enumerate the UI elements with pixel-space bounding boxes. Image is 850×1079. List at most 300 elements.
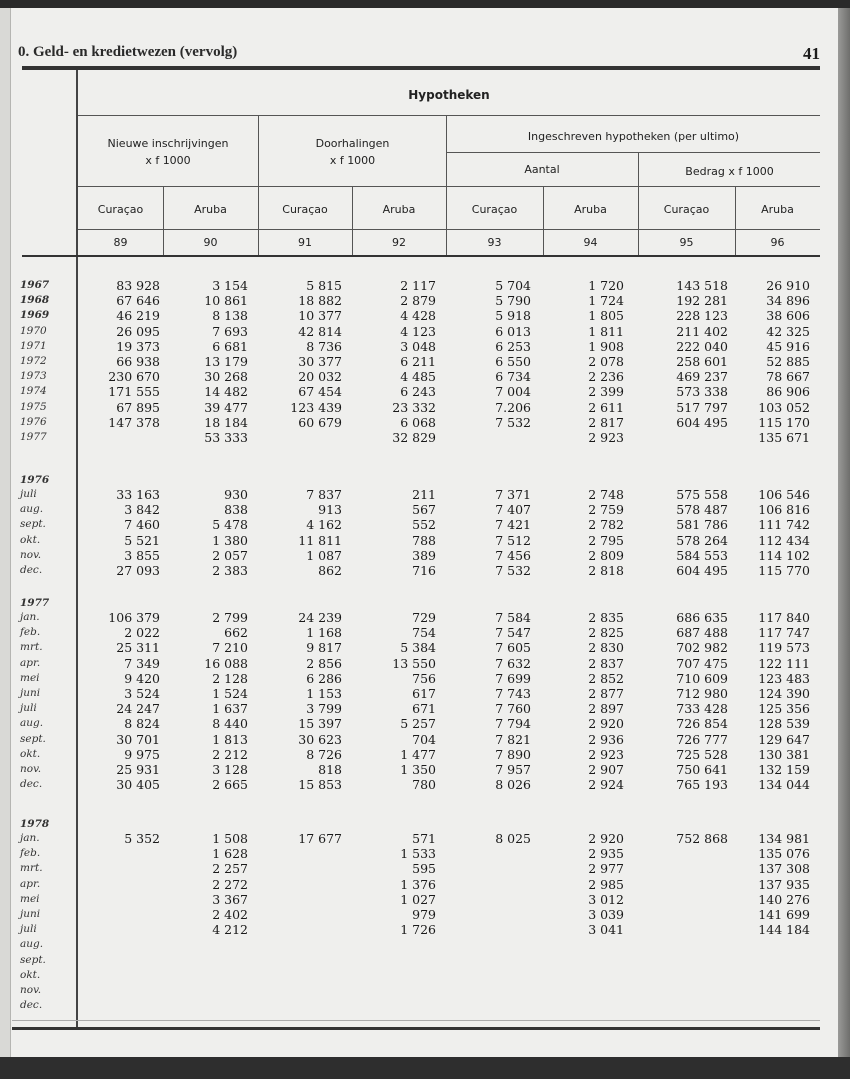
column-number-5: 93: [487, 236, 502, 249]
table-cell: 2 272: [212, 876, 248, 892]
table-cell: 6 253: [495, 338, 531, 354]
table-cell: 7 821: [495, 731, 531, 747]
table-cell: 17 677: [298, 831, 342, 846]
row-label: 1972: [20, 355, 47, 367]
table-cell: 106 816: [758, 502, 810, 518]
table-cell: 20 032: [298, 369, 342, 385]
row-label: mei: [20, 671, 40, 684]
table-cell: 42 814: [298, 323, 342, 339]
row-label: juli: [20, 923, 37, 936]
table-cell: 83 928: [116, 278, 160, 293]
table-cell: 7 699: [495, 670, 531, 686]
table-cell: 3 842: [124, 502, 160, 518]
table-cell: 11 811: [298, 532, 342, 548]
table-cell: 1 813: [212, 731, 248, 747]
table-cell: 1 811: [588, 323, 624, 339]
table-cell: 1 628: [212, 846, 248, 862]
table-cell: 129 647: [758, 731, 810, 747]
table-cell: 18 184: [204, 414, 248, 430]
table-cell: 729: [412, 610, 436, 625]
table-cell: 67 895: [116, 399, 160, 415]
table-cell: 7 371: [495, 487, 531, 502]
table-cell: 707 475: [676, 655, 728, 671]
table-cell: 6 243: [400, 384, 436, 400]
table-cell: 2 985: [588, 876, 624, 892]
table-cell: 52 885: [766, 354, 810, 369]
header-bottom-rule: [22, 255, 820, 257]
table-cell: 3 012: [588, 891, 624, 907]
column-header-6: Aruba: [574, 203, 607, 216]
table-cell: 2 817: [588, 414, 624, 430]
table-cell: 141 699: [758, 907, 810, 922]
table-cell: 3 041: [588, 922, 624, 938]
row-label: okt.: [20, 968, 41, 981]
table-cell: 5 815: [306, 278, 342, 293]
table-cell: 67 646: [116, 293, 160, 309]
table-cell: 3 799: [306, 701, 342, 717]
table-cell: 581 786: [676, 517, 728, 533]
table-cell: 6 286: [306, 670, 342, 686]
table-cell: 578 264: [676, 532, 728, 548]
table-cell: 7 605: [495, 640, 531, 656]
row-label: okt.: [20, 747, 41, 760]
column-header-3: Curaçao: [282, 203, 328, 216]
table-cell: 192 281: [676, 293, 728, 309]
row-label: nov.: [20, 548, 42, 561]
row-label: juni: [20, 908, 41, 920]
table-cell: 42 325: [766, 323, 810, 339]
table-cell: 103 052: [758, 399, 810, 415]
table-cell: 2 924: [588, 777, 624, 793]
table-cell: 60 679: [298, 414, 342, 430]
header-nieuwe-unit: x f 1000: [145, 154, 191, 167]
table-cell: 1 168: [306, 625, 342, 641]
table-cell: 595: [412, 861, 436, 877]
table-cell: 117 840: [758, 610, 810, 625]
row-label: apr.: [20, 656, 41, 669]
table-cell: 2 022: [124, 625, 160, 641]
table-cell: 7 210: [212, 640, 248, 656]
table-cell: 2 117: [400, 278, 436, 293]
table-cell: 726 854: [676, 716, 728, 732]
table-cell: 862: [318, 563, 342, 578]
table-cell: 4 428: [400, 308, 436, 324]
row-label: juli: [20, 488, 37, 500]
table-cell: 7 743: [495, 686, 531, 701]
table-cell: 8 025: [495, 831, 531, 846]
table-cell: 726 777: [676, 731, 728, 747]
table-cell: 4 485: [400, 369, 436, 385]
table-cell: 2 799: [212, 610, 248, 625]
table-cell: 5 257: [400, 716, 436, 732]
table-cell: 15 397: [298, 716, 342, 732]
table-cell: 33 163: [116, 487, 160, 502]
column-number-4: 92: [392, 236, 406, 249]
header-rule-3: [78, 229, 820, 230]
column-divider-6: [638, 187, 639, 255]
table-cell: 1 724: [588, 293, 624, 309]
column-header-5: Curaçao: [471, 203, 518, 216]
header-rule-2: [78, 186, 820, 187]
table-cell: 756: [412, 670, 436, 686]
table-cell: 584 553: [676, 547, 728, 563]
table-cell: 573 338: [676, 384, 728, 400]
table-cell: 3 128: [212, 762, 248, 777]
table-cell: 9 420: [124, 670, 160, 686]
table-cell: 19 373: [116, 338, 160, 354]
table-cell: 712 980: [676, 686, 728, 701]
table-cell: 128 539: [758, 716, 810, 732]
table-cell: 1 380: [212, 532, 248, 548]
header-doorhalingen-unit: x f 1000: [329, 154, 376, 167]
table-cell: 114 102: [758, 547, 810, 563]
table-cell: 1 350: [400, 762, 436, 777]
table-cell: 3 154: [212, 278, 248, 293]
row-label: 1976: [20, 415, 47, 428]
table-bottom-thin-rule: [12, 1020, 820, 1021]
table-cell: 78 667: [766, 369, 810, 385]
column-header-7: Curaçao: [663, 203, 710, 216]
table-cell: 1 908: [588, 338, 624, 354]
row-label: 1971: [20, 339, 47, 352]
row-label: nov.: [20, 984, 42, 996]
table-cell: 147 378: [108, 414, 160, 430]
table-cell: 140 276: [758, 891, 810, 907]
table-cell: 130 381: [758, 746, 810, 762]
table-cell: 2 236: [588, 369, 624, 385]
header-aantal: Aantal: [524, 163, 560, 176]
table-cell: 6 013: [495, 323, 531, 339]
table-cell: 135 076: [758, 846, 810, 862]
table-cell: 111 742: [758, 517, 810, 533]
table-cell: 838: [224, 502, 248, 518]
table-cell: 671: [412, 701, 436, 717]
column-header-4: Aruba: [382, 203, 416, 216]
row-label: mei: [20, 892, 40, 905]
table-cell: 3 524: [124, 686, 160, 701]
table-cell: 211 402: [676, 323, 728, 339]
table-cell: 67 454: [298, 384, 342, 400]
row-label: 1970: [20, 324, 47, 337]
header-ingeschreven: Ingeschreven hypotheken (per ultimo): [527, 130, 740, 143]
header-hypotheken: Hypotheken: [408, 88, 490, 102]
table-cell: 7 693: [212, 323, 248, 339]
row-label: 1968: [20, 294, 50, 307]
row-label: sept.: [20, 953, 46, 966]
page-binding-edge: [838, 8, 850, 1058]
table-cell: 171 555: [108, 384, 160, 400]
row-label: jan.: [20, 611, 40, 623]
table-cell: 1 376: [400, 876, 436, 892]
table-cell: 710 609: [676, 670, 728, 686]
table-cell: 7 794: [495, 716, 531, 732]
table-cell: 25 311: [116, 640, 160, 656]
table-cell: 106 379: [108, 610, 160, 625]
table-cell: 2 402: [212, 907, 248, 922]
table-cell: 7 532: [495, 563, 531, 578]
table-cell: 45 916: [766, 338, 810, 354]
table-cell: 2 923: [588, 746, 624, 762]
table-cell: 913: [318, 502, 342, 518]
table-cell: 2 856: [306, 655, 342, 671]
table-cell: 222 040: [676, 338, 728, 354]
column-number-3: 91: [298, 236, 312, 249]
page-title: 0. Geld- en kredietwezen (vervolg): [18, 44, 238, 60]
column-divider-4: [446, 187, 447, 255]
column-divider-3: [352, 187, 353, 255]
table-cell: 1 508: [212, 831, 248, 846]
table-cell: 4 123: [400, 323, 436, 339]
header-rule-1: [78, 115, 820, 116]
table-cell: 5 704: [495, 278, 531, 293]
table-cell: 2 907: [588, 762, 624, 777]
row-label: aug.: [20, 503, 44, 516]
row-label: 1975: [20, 400, 47, 413]
row-label: aug.: [20, 717, 44, 730]
row-label: 1977: [20, 431, 47, 443]
table-cell: 2 078: [588, 354, 624, 369]
table-cell: 754: [412, 625, 436, 641]
table-cell: 2 825: [588, 625, 624, 641]
table-cell: 132 159: [758, 762, 810, 777]
table-cell: 7 460: [124, 517, 160, 533]
table-cell: 137 308: [758, 861, 810, 877]
table-cell: 2 818: [588, 563, 624, 578]
table-cell: 228 123: [676, 308, 728, 324]
table-cell: 6 734: [495, 369, 531, 385]
row-label: sept.: [20, 732, 46, 745]
header-nieuwe-inschrijvingen: [78, 135, 258, 169]
row-label: dec.: [20, 999, 43, 1012]
table-cell: 752 868: [676, 831, 728, 846]
row-label: okt.: [20, 533, 41, 546]
table-cell: 13 550: [392, 655, 436, 671]
row-label: aug.: [20, 938, 44, 951]
row-label: nov.: [20, 763, 42, 775]
table-cell: 2 837: [588, 655, 624, 671]
table-cell: 788: [412, 532, 436, 548]
table-cell: 578 487: [676, 502, 728, 518]
table-cell: 125 356: [758, 701, 810, 717]
table-cell: 617: [412, 686, 436, 701]
table-cell: 571: [412, 831, 436, 846]
table-cell: 7 421: [495, 517, 531, 533]
table-cell: 13 179: [204, 354, 248, 369]
table-cell: 3 039: [588, 907, 624, 922]
table-cell: 34 896: [766, 293, 810, 309]
table-cell: 2 399: [588, 384, 624, 400]
row-label: 1973: [20, 370, 47, 383]
row-label: 1974: [20, 385, 47, 398]
section-year-label: 1978: [20, 818, 50, 830]
table-cell: 5 918: [495, 308, 531, 324]
table-cell: 46 219: [116, 308, 160, 324]
table-cell: 134 044: [758, 777, 810, 793]
table-cell: 7 349: [124, 655, 160, 671]
row-label: apr.: [20, 877, 41, 890]
table-cell: 30 268: [204, 369, 248, 385]
table-cell: 106 546: [758, 487, 810, 502]
table-cell: 389: [412, 547, 436, 563]
table-cell: 32 829: [392, 430, 436, 445]
row-label: jan.: [20, 832, 40, 844]
table-cell: 2 852: [588, 670, 624, 686]
table-cell: 8 726: [306, 746, 342, 762]
table-cell: 123 483: [758, 670, 810, 686]
table-cell: 4 212: [212, 922, 248, 938]
table-cell: 230 670: [108, 369, 160, 385]
column-divider-2: [258, 187, 259, 255]
table-cell: 10 377: [298, 308, 342, 324]
table-cell: 122 111: [758, 655, 810, 671]
table-cell: 7 890: [495, 746, 531, 762]
table-cell: 7 532: [495, 414, 531, 430]
table-cell: 25 931: [116, 762, 160, 777]
row-label: juli: [20, 702, 37, 715]
column-number-1: 89: [113, 236, 128, 249]
table-cell: 2 665: [212, 777, 248, 793]
table-cell: 27 093: [116, 563, 160, 578]
table-cell: 24 247: [116, 701, 160, 717]
row-label: 1969: [20, 309, 50, 322]
table-cell: 8 026: [495, 777, 531, 793]
table-cell: 30 377: [298, 354, 342, 369]
row-label: juni: [20, 687, 41, 699]
table-cell: 2 920: [588, 831, 624, 846]
column-divider-7: [735, 187, 736, 255]
table-cell: 30 623: [298, 731, 342, 747]
table-cell: 135 671: [758, 430, 810, 445]
table-cell: 2 611: [588, 399, 624, 415]
table-cell: 8 138: [212, 308, 248, 324]
table-cell: 2 128: [212, 670, 248, 686]
table-cell: 9 975: [124, 746, 160, 762]
table-cell: 24 239: [298, 610, 342, 625]
table-cell: 2 923: [588, 430, 624, 445]
table-cell: 1 533: [400, 846, 436, 862]
table-cell: 2 835: [588, 610, 624, 625]
table-cell: 115 770: [758, 563, 810, 578]
header-bedrag: Bedrag x f 1000: [685, 165, 774, 178]
table-cell: 7 456: [495, 547, 531, 563]
header-doorhalingen: [259, 135, 446, 169]
table-cell: 7 407: [495, 502, 531, 518]
table-cell: 1 637: [212, 701, 248, 717]
column-number-2: 90: [203, 236, 218, 249]
table-cell: 2 759: [588, 502, 624, 518]
table-cell: 5 384: [400, 640, 436, 656]
table-cell: 7 512: [495, 532, 531, 548]
table-cell: 2 936: [588, 731, 624, 747]
table-cell: 1 153: [306, 686, 342, 701]
column-number-6: 94: [583, 236, 598, 249]
table-cell: 8 824: [124, 716, 160, 732]
table-cell: 117 747: [758, 625, 810, 641]
table-cell: 6 550: [495, 354, 531, 369]
table-cell: 123 439: [290, 399, 342, 415]
column-divider-1: [163, 187, 164, 255]
table-cell: 144 184: [758, 922, 810, 938]
table-cell: 3 048: [400, 338, 436, 354]
table-cell: 30 405: [116, 777, 160, 793]
table-cell: 258 601: [676, 354, 728, 369]
table-cell: 6 211: [400, 354, 436, 369]
table-cell: 7.206: [495, 399, 531, 415]
table-cell: 18 882: [298, 293, 342, 309]
table-cell: 750 641: [676, 762, 728, 777]
table-cell: 1 805: [588, 308, 624, 324]
table-cell: 5 521: [124, 532, 160, 548]
table-cell: 7 547: [495, 625, 531, 641]
table-cell: 702 982: [676, 640, 728, 656]
table-cell: 765 193: [676, 777, 728, 793]
table-cell: 3 855: [124, 547, 160, 563]
table-cell: 16 088: [204, 655, 248, 671]
table-cell: 8 736: [306, 338, 342, 354]
table-cell: 137 935: [758, 876, 810, 892]
table-cell: 5 352: [124, 831, 160, 846]
table-cell: 662: [224, 625, 248, 641]
table-cell: 7 957: [495, 762, 531, 777]
table-cell: 2 877: [588, 686, 624, 701]
table-cell: 26 095: [116, 323, 160, 339]
table-cell: 7 004: [495, 384, 531, 400]
row-label: dec.: [20, 564, 43, 576]
table-cell: 10 861: [204, 293, 248, 309]
table-cell: 979: [412, 907, 436, 922]
column-header-2: Aruba: [194, 203, 227, 216]
header-doorhalingen-label: Doorhalingen: [315, 137, 390, 150]
table-cell: 704: [412, 731, 436, 747]
table-cell: 115 170: [758, 414, 810, 430]
column-number-7: 95: [679, 236, 694, 249]
table-cell: 86 906: [766, 384, 810, 400]
table-cell: 38 606: [766, 308, 810, 324]
table-cell: 930: [224, 487, 248, 502]
table-cell: 818: [318, 762, 342, 777]
table-cell: 53 333: [204, 430, 248, 445]
table-cell: 7 760: [495, 701, 531, 717]
table-cell: 2 795: [588, 532, 624, 548]
table-cell: 2 212: [212, 746, 248, 762]
table-cell: 30 701: [116, 731, 160, 747]
section-year-label: 1977: [20, 597, 50, 609]
column-header-8: Aruba: [761, 203, 794, 216]
row-label: 1967: [20, 279, 50, 291]
header-rule-ingeschreven: [447, 152, 820, 153]
table-cell: 2 782: [588, 517, 624, 533]
table-cell: 716: [412, 563, 436, 578]
row-label: mrt.: [20, 641, 43, 654]
table-cell: 143 518: [676, 278, 728, 293]
table-cell: 6 068: [400, 414, 436, 430]
table-cell: 604 495: [676, 563, 728, 578]
table-cell: 2 748: [588, 487, 624, 502]
table-cell: 552: [412, 517, 436, 533]
table-cell: 119 573: [758, 640, 810, 656]
table-cell: 469 237: [676, 369, 728, 385]
column-divider-5: [543, 187, 544, 255]
table-cell: 2 935: [588, 846, 624, 862]
table-cell: 517 797: [676, 399, 728, 415]
previous-page-edge: [0, 8, 11, 1058]
table-cell: 4 162: [306, 517, 342, 533]
table-cell: 780: [412, 777, 436, 793]
table-cell: 604 495: [676, 414, 728, 430]
row-label: feb.: [20, 847, 41, 860]
table-cell: 211: [412, 487, 436, 502]
table-cell: 3 367: [212, 891, 248, 907]
